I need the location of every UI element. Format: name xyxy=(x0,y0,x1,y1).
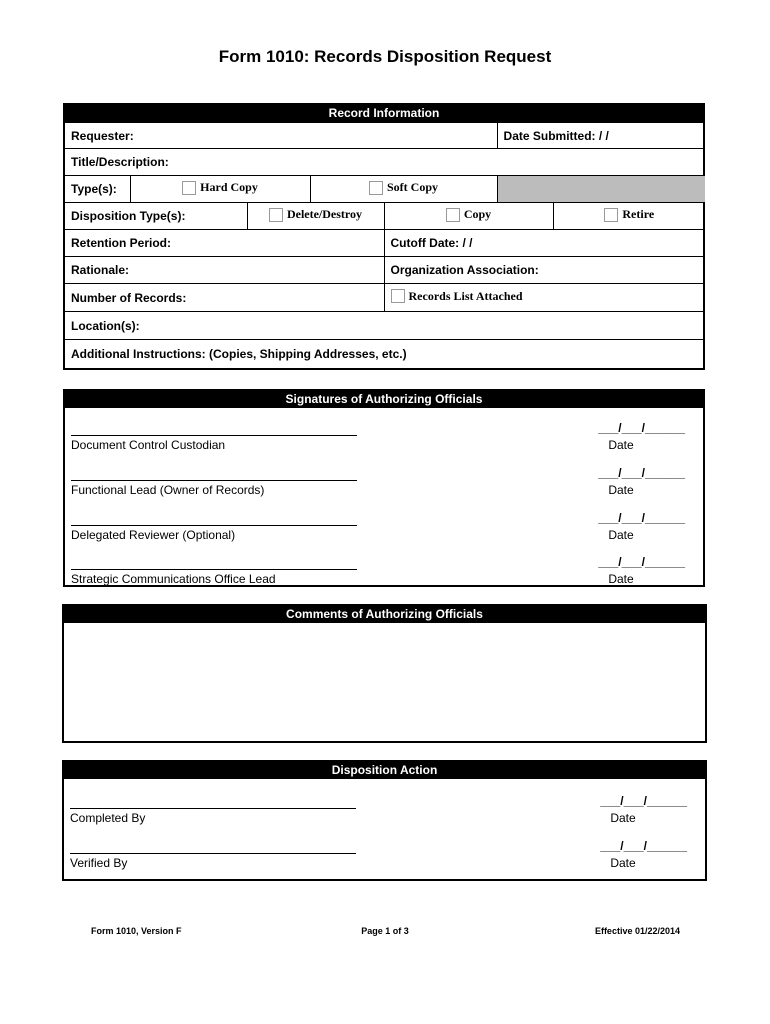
comments-heading: Comments of Authorizing Officials xyxy=(64,606,705,623)
signature-label: Delegated Reviewer (Optional) xyxy=(71,528,236,542)
checkbox-icon xyxy=(391,289,405,303)
shaded-cell xyxy=(497,176,705,203)
signature-line[interactable] xyxy=(71,525,357,526)
footer-form-version: Form 1010, Version F xyxy=(91,926,182,936)
requester-field[interactable]: Requester: xyxy=(65,123,497,149)
soft-copy-label: Soft Copy xyxy=(387,180,439,195)
copy-checkbox[interactable] xyxy=(446,207,491,222)
date-blank[interactable]: ___/___/______ xyxy=(598,511,685,525)
disposition-action-section xyxy=(62,760,707,881)
retire-label: Retire xyxy=(622,207,655,222)
date-blank[interactable]: ___/___/______ xyxy=(600,839,687,853)
date-blank[interactable]: ___/___/______ xyxy=(598,555,685,569)
hard-copy-checkbox[interactable] xyxy=(182,180,258,195)
date-blank[interactable]: ___/___/______ xyxy=(600,794,687,808)
signature-label: Document Control Custodian xyxy=(71,438,226,452)
comments-section xyxy=(62,604,707,743)
title-description-field[interactable]: Title/Description: xyxy=(65,149,705,176)
signature-line[interactable] xyxy=(71,435,357,436)
additional-instructions-field[interactable]: Additional Instructions: (Copies, Shipping Addresses, etc.) xyxy=(65,340,705,368)
number-of-records-field[interactable]: Number of Records: xyxy=(65,284,384,312)
copy-label: Copy xyxy=(463,207,492,222)
date-label: Date xyxy=(610,856,636,870)
organization-association-field[interactable]: Organization Association: xyxy=(384,257,705,284)
date-label: Date xyxy=(608,438,634,452)
date-blank[interactable]: ___/___/______ xyxy=(598,421,685,435)
signature-line[interactable] xyxy=(71,569,357,570)
disposition-types-label: Disposition Type(s): xyxy=(65,203,247,230)
retire-checkbox[interactable] xyxy=(604,207,654,222)
date-label: Date xyxy=(608,572,634,586)
signature-line[interactable] xyxy=(70,808,356,809)
record-information-section xyxy=(63,103,705,370)
date-label: Date xyxy=(610,811,636,825)
records-list-attached-label: Records List Attached xyxy=(408,288,523,303)
soft-copy-checkbox[interactable] xyxy=(369,180,438,195)
checkbox-icon xyxy=(446,208,460,222)
footer-effective-date: Effective 01/22/2014 xyxy=(594,926,680,936)
footer-page-number: Page 1 of 3 xyxy=(361,926,409,936)
signature-label: Strategic Communications Office Lead xyxy=(71,572,276,586)
disposition-label: Completed By xyxy=(70,811,146,825)
date-blank[interactable]: ___/___/______ xyxy=(598,466,685,480)
delete-destroy-label: Delete/Destroy xyxy=(286,207,363,222)
signatures-section xyxy=(63,389,705,587)
page-title: Form 1010: Records Disposition Request xyxy=(218,47,552,66)
record-information-heading: Record Information xyxy=(65,105,703,122)
signatures-heading: Signatures of Authorizing Officials xyxy=(65,391,703,408)
checkbox-icon xyxy=(604,208,618,222)
checkbox-icon xyxy=(182,181,196,195)
signature-label: Functional Lead (Owner of Records) xyxy=(71,483,265,497)
signature-row[interactable] xyxy=(65,555,703,609)
delete-destroy-checkbox[interactable] xyxy=(269,207,362,222)
rationale-field[interactable]: Rationale: xyxy=(65,257,384,284)
checkbox-icon xyxy=(269,208,283,222)
comments-textarea[interactable] xyxy=(64,623,705,741)
retention-period-field[interactable]: Retention Period: xyxy=(65,230,384,257)
hard-copy-label: Hard Copy xyxy=(200,180,258,195)
date-label: Date xyxy=(608,483,634,497)
locations-field[interactable]: Location(s): xyxy=(65,312,705,340)
disposition-action-heading: Disposition Action xyxy=(64,762,705,779)
cutoff-date-field[interactable]: Cutoff Date: / / xyxy=(384,230,705,257)
types-label: Type(s): xyxy=(65,176,130,203)
disposition-label: Verified By xyxy=(70,856,128,870)
signature-line[interactable] xyxy=(71,480,357,481)
disposition-row[interactable] xyxy=(64,839,705,893)
checkbox-icon xyxy=(369,181,383,195)
date-label: Date xyxy=(608,528,634,542)
date-submitted-field[interactable]: Date Submitted: / / xyxy=(497,123,705,149)
signature-line[interactable] xyxy=(70,853,356,854)
record-information-table xyxy=(65,122,705,368)
records-list-attached-checkbox[interactable] xyxy=(391,289,523,304)
